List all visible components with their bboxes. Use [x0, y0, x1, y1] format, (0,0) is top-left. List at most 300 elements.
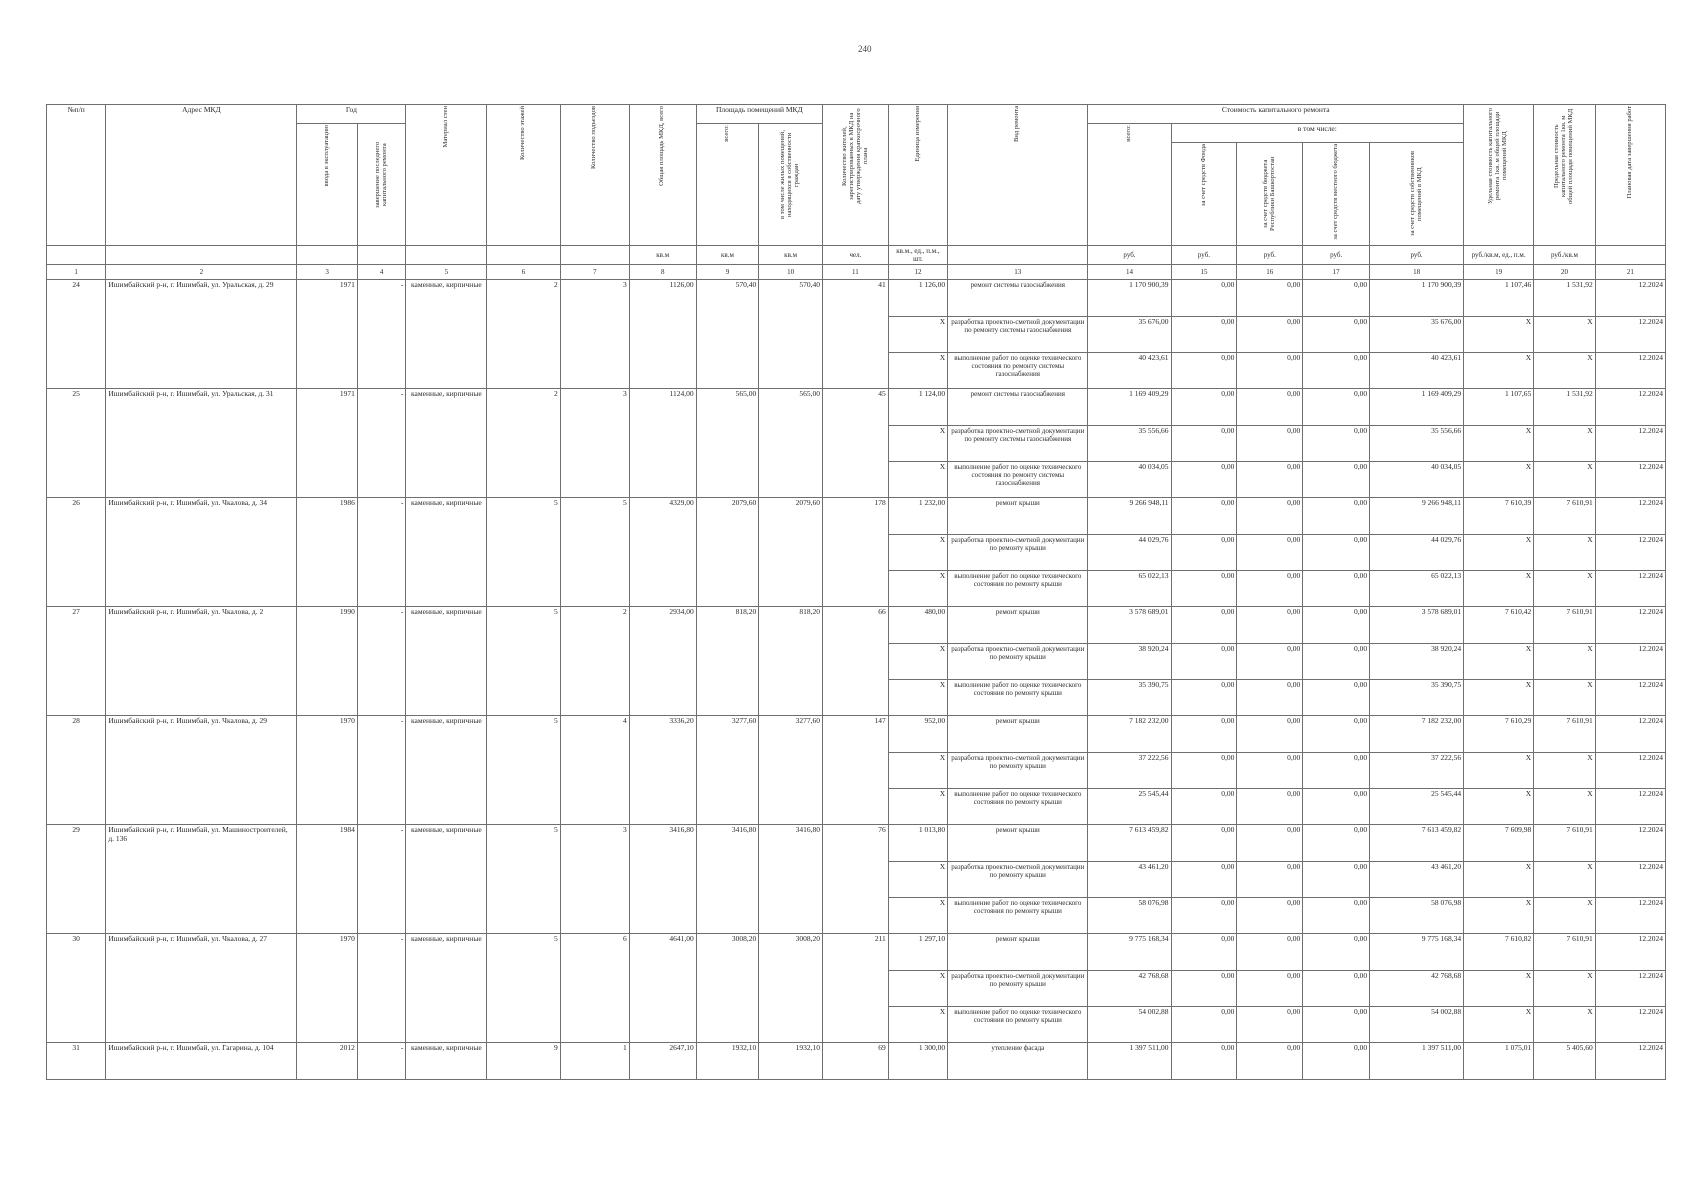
specific-cost-cell: X — [1464, 971, 1534, 1007]
last-repair-cell: - — [357, 825, 406, 934]
cost-republic-cell: 0,00 — [1237, 317, 1303, 353]
cost-local-cell: 0,00 — [1303, 934, 1370, 971]
column-number: 17 — [1303, 265, 1370, 280]
table-body — [47, 280, 1666, 1080]
work-type-cell: разработка проектно-сметной документации по ремонту системы газоснабжения — [948, 317, 1088, 353]
cost-republic-cell: 0,00 — [1237, 789, 1303, 825]
cost-owners-cell: 43 461,20 — [1370, 862, 1464, 898]
work-type-cell: ремонт крыши — [948, 498, 1088, 535]
work-type-cell: утепление фасада — [948, 1043, 1088, 1080]
quantity-cell: X — [888, 317, 947, 353]
last-repair-cell: - — [357, 716, 406, 825]
specific-cost-cell: X — [1464, 680, 1534, 716]
header-premises-group: Площадь помещений МКД — [696, 105, 822, 124]
work-type-cell: выполнение работ по оценке технического состояния по ремонту крыши — [948, 680, 1088, 716]
planned-date-cell: 12.2024 — [1595, 317, 1665, 353]
planned-date-cell: 12.2024 — [1595, 1043, 1665, 1080]
header-limit-cost: Предельная стоимость капитального ремонта 1кв. м общей площади помещений МКД — [1534, 105, 1596, 246]
header-cost-republic: за счет средств бюджета Республики Башкортостан — [1237, 143, 1303, 246]
quantity-cell: 1 300,00 — [888, 1043, 947, 1080]
quantity-cell: 1 126,00 — [888, 280, 947, 317]
cost-local-cell: 0,00 — [1303, 462, 1370, 498]
limit-cost-cell: 7 610,91 — [1534, 934, 1596, 971]
cost-owners-cell: 37 222,56 — [1370, 753, 1464, 789]
cost-total-cell: 40 034,05 — [1088, 462, 1171, 498]
work-type-cell: разработка проектно-сметной документации по ремонту крыши — [948, 971, 1088, 1007]
header-total-area: Общая площадь МКД, всего — [629, 105, 696, 246]
limit-cost-cell: X — [1534, 535, 1596, 571]
planned-date-cell: 12.2024 — [1595, 389, 1665, 426]
specific-cost-cell: X — [1464, 753, 1534, 789]
cost-local-cell: 0,00 — [1303, 898, 1370, 934]
column-number: 12 — [888, 265, 947, 280]
premises-total-cell: 570,40 — [696, 280, 759, 389]
cost-total-cell: 3 578 689,01 — [1088, 607, 1171, 644]
premises-total-cell: 3008,20 — [696, 934, 759, 1043]
cost-owners-cell: 35 556,66 — [1370, 426, 1464, 462]
cost-fund-cell: 0,00 — [1171, 898, 1237, 934]
header-unit-measure: Единица измерения — [888, 105, 947, 246]
cost-total-cell: 7 182 232,00 — [1088, 716, 1171, 753]
limit-cost-cell: 7 610,91 — [1534, 825, 1596, 862]
specific-cost-cell: X — [1464, 426, 1534, 462]
cost-fund-cell: 0,00 — [1171, 789, 1237, 825]
limit-cost-cell: X — [1534, 753, 1596, 789]
quantity-cell: X — [888, 862, 947, 898]
specific-cost-cell: X — [1464, 898, 1534, 934]
cost-owners-cell: 44 029,76 — [1370, 535, 1464, 571]
cost-fund-cell: 0,00 — [1171, 753, 1237, 789]
header-wall-material: Материал стен — [406, 105, 487, 246]
column-number: 7 — [560, 265, 629, 280]
cost-total-cell: 35 390,75 — [1088, 680, 1171, 716]
header-year-commission: ввода в эксплуатацию — [297, 124, 357, 246]
address-cell: Ишимбайский р-н, г. Ишимбай, ул. Чкалова, д. 29 — [106, 716, 297, 825]
cost-owners-cell: 58 076,98 — [1370, 898, 1464, 934]
specific-cost-cell: X — [1464, 353, 1534, 389]
limit-cost-cell: X — [1534, 898, 1596, 934]
last-repair-cell: - — [357, 1043, 406, 1080]
residents-cell: 69 — [822, 1043, 888, 1080]
column-number: 6 — [487, 265, 560, 280]
cost-owners-cell: 38 920,24 — [1370, 644, 1464, 680]
total-area-cell: 2647,10 — [629, 1043, 696, 1080]
cost-local-cell: 0,00 — [1303, 1043, 1370, 1080]
quantity-cell: 1 232,00 — [888, 498, 947, 535]
specific-cost-cell: X — [1464, 462, 1534, 498]
last-repair-cell: - — [357, 607, 406, 716]
cost-fund-cell: 0,00 — [1171, 571, 1237, 607]
specific-cost-cell: 7 610,82 — [1464, 934, 1534, 971]
table-row — [47, 934, 1666, 971]
table-row — [47, 389, 1666, 426]
column-number: 14 — [1088, 265, 1171, 280]
table-row — [47, 825, 1666, 862]
header-floors: Количество этажей — [487, 105, 560, 246]
cost-total-cell: 9 775 168,34 — [1088, 934, 1171, 971]
column-number: 20 — [1534, 265, 1596, 280]
limit-cost-cell: X — [1534, 353, 1596, 389]
cost-owners-cell: 40 034,05 — [1370, 462, 1464, 498]
quantity-cell: 480,00 — [888, 607, 947, 644]
header-cost-total: всего: — [1088, 124, 1171, 246]
limit-cost-cell: X — [1534, 426, 1596, 462]
header-incl: в том числе: — [1171, 124, 1464, 143]
cost-total-cell: 58 076,98 — [1088, 898, 1171, 934]
premises-residential-cell: 565,00 — [759, 389, 823, 498]
quantity-cell: X — [888, 571, 947, 607]
residents-cell: 66 — [822, 607, 888, 716]
page-number: 240 — [858, 44, 872, 54]
residents-cell: 76 — [822, 825, 888, 934]
address-cell: Ишимбайский р-н, г. Ишимбай, ул. Уральская, д. 31 — [106, 389, 297, 498]
wall-material-cell: каменные, кирпичные — [406, 498, 487, 607]
cost-owners-cell: 65 022,13 — [1370, 571, 1464, 607]
limit-cost-cell: X — [1534, 971, 1596, 1007]
limit-cost-cell: X — [1534, 317, 1596, 353]
work-type-cell: ремонт крыши — [948, 934, 1088, 971]
limit-cost-cell: X — [1534, 862, 1596, 898]
specific-cost-cell: 7 610,29 — [1464, 716, 1534, 753]
unit-premises-residential: кв.м — [759, 246, 823, 265]
row-number: 28 — [47, 716, 106, 825]
cost-owners-cell: 42 768,68 — [1370, 971, 1464, 1007]
cost-republic-cell: 0,00 — [1237, 716, 1303, 753]
column-number: 11 — [822, 265, 888, 280]
table-row — [47, 607, 1666, 644]
cost-total-cell: 43 461,20 — [1088, 862, 1171, 898]
cost-republic-cell: 0,00 — [1237, 898, 1303, 934]
last-repair-cell: - — [357, 934, 406, 1043]
cost-local-cell: 0,00 — [1303, 680, 1370, 716]
floors-cell: 5 — [487, 607, 560, 716]
limit-cost-cell: 7 610,91 — [1534, 607, 1596, 644]
cost-fund-cell: 0,00 — [1171, 825, 1237, 862]
premises-residential-cell: 3008,20 — [759, 934, 823, 1043]
premises-residential-cell: 818,20 — [759, 607, 823, 716]
row-number: 27 — [47, 607, 106, 716]
premises-total-cell: 3416,80 — [696, 825, 759, 934]
residents-cell: 211 — [822, 934, 888, 1043]
work-type-cell: разработка проектно-сметной документации по ремонту крыши — [948, 753, 1088, 789]
cost-republic-cell: 0,00 — [1237, 426, 1303, 462]
cost-republic-cell: 0,00 — [1237, 644, 1303, 680]
premises-residential-cell: 570,40 — [759, 280, 823, 389]
quantity-cell: X — [888, 680, 947, 716]
total-area-cell: 1126,00 — [629, 280, 696, 389]
limit-cost-cell: 1 531,92 — [1534, 280, 1596, 317]
planned-date-cell: 12.2024 — [1595, 280, 1665, 317]
quantity-cell: X — [888, 644, 947, 680]
planned-date-cell: 12.2024 — [1595, 607, 1665, 644]
cost-local-cell: 0,00 — [1303, 498, 1370, 535]
limit-cost-cell: X — [1534, 1007, 1596, 1043]
cost-owners-cell: 54 002,88 — [1370, 1007, 1464, 1043]
floors-cell: 5 — [487, 716, 560, 825]
cost-local-cell: 0,00 — [1303, 607, 1370, 644]
quantity-cell: X — [888, 353, 947, 389]
header-address: Адрес МКД — [106, 105, 297, 246]
work-type-cell: выполнение работ по оценке технического состояния по ремонту крыши — [948, 571, 1088, 607]
cost-local-cell: 0,00 — [1303, 716, 1370, 753]
work-type-cell: выполнение работ по оценке технического состояния по ремонту крыши — [948, 789, 1088, 825]
planned-date-cell: 12.2024 — [1595, 680, 1665, 716]
cost-total-cell: 1 170 900,39 — [1088, 280, 1171, 317]
planned-date-cell: 12.2024 — [1595, 498, 1665, 535]
premises-total-cell: 818,20 — [696, 607, 759, 716]
premises-residential-cell: 3416,80 — [759, 825, 823, 934]
column-number: 2 — [106, 265, 297, 280]
cost-total-cell: 25 545,44 — [1088, 789, 1171, 825]
cost-republic-cell: 0,00 — [1237, 753, 1303, 789]
cost-local-cell: 0,00 — [1303, 753, 1370, 789]
premises-residential-cell: 2079,60 — [759, 498, 823, 607]
cost-local-cell: 0,00 — [1303, 353, 1370, 389]
specific-cost-cell: X — [1464, 862, 1534, 898]
work-type-cell: разработка проектно-сметной документации по ремонту крыши — [948, 535, 1088, 571]
unit-residents: чел. — [822, 246, 888, 265]
cost-total-cell: 1 397 511,00 — [1088, 1043, 1171, 1080]
cost-republic-cell: 0,00 — [1237, 498, 1303, 535]
header-premises-residential: в том числе жилых помещений, находящихся в собственности граждан — [759, 124, 823, 246]
year-commission-cell: 1971 — [297, 280, 357, 389]
cost-fund-cell: 0,00 — [1171, 971, 1237, 1007]
limit-cost-cell: 7 610,91 — [1534, 498, 1596, 535]
planned-date-cell: 12.2024 — [1595, 862, 1665, 898]
cost-republic-cell: 0,00 — [1237, 389, 1303, 426]
planned-date-cell: 12.2024 — [1595, 462, 1665, 498]
address-cell: Ишимбайский р-н, г. Ишимбай, ул. Чкалова, д. 2 — [106, 607, 297, 716]
cost-local-cell: 0,00 — [1303, 535, 1370, 571]
specific-cost-cell: X — [1464, 644, 1534, 680]
cost-republic-cell: 0,00 — [1237, 1007, 1303, 1043]
limit-cost-cell: X — [1534, 462, 1596, 498]
last-repair-cell: - — [357, 498, 406, 607]
header-premises-total: всего: — [696, 124, 759, 246]
header-year-group: Год — [297, 105, 406, 124]
cost-fund-cell: 0,00 — [1171, 426, 1237, 462]
column-number: 16 — [1237, 265, 1303, 280]
work-type-cell: выполнение работ по оценке технического состояния по ремонту системы газоснабжения — [948, 462, 1088, 498]
address-cell: Ишимбайский р-н, г. Ишимбай, ул. Гагарина, д. 104 — [106, 1043, 297, 1080]
capital-repair-table — [46, 104, 1666, 1080]
planned-date-cell: 12.2024 — [1595, 1007, 1665, 1043]
column-number: 9 — [696, 265, 759, 280]
total-area-cell: 4641,00 — [629, 934, 696, 1043]
premises-total-cell: 1932,10 — [696, 1043, 759, 1080]
cost-fund-cell: 0,00 — [1171, 462, 1237, 498]
wall-material-cell: каменные, кирпичные — [406, 607, 487, 716]
quantity-cell: 1 013,80 — [888, 825, 947, 862]
planned-date-cell: 12.2024 — [1595, 716, 1665, 753]
address-cell: Ишимбайский р-н, г. Ишимбай, ул. Чкалова, д. 27 — [106, 934, 297, 1043]
total-area-cell: 1124,00 — [629, 389, 696, 498]
planned-date-cell: 12.2024 — [1595, 898, 1665, 934]
cost-total-cell: 65 022,13 — [1088, 571, 1171, 607]
residents-cell: 45 — [822, 389, 888, 498]
column-numbers-row — [47, 265, 1666, 280]
unit-measure: кв.м., ед., п.м., шт. — [888, 246, 947, 265]
limit-cost-cell: X — [1534, 680, 1596, 716]
wall-material-cell: каменные, кирпичные — [406, 934, 487, 1043]
entrances-cell: 3 — [560, 280, 629, 389]
entrances-cell: 1 — [560, 1043, 629, 1080]
header-year-last-repair: завершение последнего капитального ремонта — [357, 124, 406, 246]
cost-fund-cell: 0,00 — [1171, 680, 1237, 716]
cost-local-cell: 0,00 — [1303, 280, 1370, 317]
quantity-cell: X — [888, 971, 947, 1007]
cost-owners-cell: 25 545,44 — [1370, 789, 1464, 825]
specific-cost-cell: X — [1464, 789, 1534, 825]
wall-material-cell: каменные, кирпичные — [406, 389, 487, 498]
cost-local-cell: 0,00 — [1303, 789, 1370, 825]
cost-republic-cell: 0,00 — [1237, 680, 1303, 716]
year-commission-cell: 1986 — [297, 498, 357, 607]
cost-fund-cell: 0,00 — [1171, 317, 1237, 353]
limit-cost-cell: 7 610,91 — [1534, 716, 1596, 753]
premises-total-cell: 3277,60 — [696, 716, 759, 825]
cost-fund-cell: 0,00 — [1171, 353, 1237, 389]
premises-total-cell: 565,00 — [696, 389, 759, 498]
entrances-cell: 3 — [560, 825, 629, 934]
cost-total-cell: 9 266 948,11 — [1088, 498, 1171, 535]
cost-owners-cell: 1 397 511,00 — [1370, 1043, 1464, 1080]
cost-total-cell: 40 423,61 — [1088, 353, 1171, 389]
specific-cost-cell: 7 610,42 — [1464, 607, 1534, 644]
entrances-cell: 3 — [560, 389, 629, 498]
cost-republic-cell: 0,00 — [1237, 535, 1303, 571]
year-commission-cell: 1990 — [297, 607, 357, 716]
quantity-cell: 952,00 — [888, 716, 947, 753]
limit-cost-cell: 1 531,92 — [1534, 389, 1596, 426]
header-num: №п/п — [47, 105, 106, 246]
column-number: 19 — [1464, 265, 1534, 280]
cost-fund-cell: 0,00 — [1171, 535, 1237, 571]
work-type-cell: ремонт крыши — [948, 607, 1088, 644]
cost-local-cell: 0,00 — [1303, 971, 1370, 1007]
cost-republic-cell: 0,00 — [1237, 1043, 1303, 1080]
unit-total-area: кв.м — [629, 246, 696, 265]
cost-owners-cell: 9 775 168,34 — [1370, 934, 1464, 971]
work-type-cell: разработка проектно-сметной документации по ремонту крыши — [948, 862, 1088, 898]
quantity-cell: X — [888, 898, 947, 934]
cost-owners-cell: 7 182 232,00 — [1370, 716, 1464, 753]
cost-total-cell: 7 613 459,82 — [1088, 825, 1171, 862]
cost-republic-cell: 0,00 — [1237, 571, 1303, 607]
column-number: 10 — [759, 265, 823, 280]
address-cell: Ишимбайский р-н, г. Ишимбай, ул. Уральская, д. 29 — [106, 280, 297, 389]
floors-cell: 9 — [487, 1043, 560, 1080]
column-number: 3 — [297, 265, 357, 280]
work-type-cell: выполнение работ по оценке технического состояния по ремонту крыши — [948, 1007, 1088, 1043]
unit-cost-republic: руб. — [1237, 246, 1303, 265]
wall-material-cell: каменные, кирпичные — [406, 825, 487, 934]
header-cost-local: за счет средств местного бюджета — [1303, 143, 1370, 246]
entrances-cell: 4 — [560, 716, 629, 825]
year-commission-cell: 1970 — [297, 716, 357, 825]
table-row — [47, 1043, 1666, 1080]
cost-local-cell: 0,00 — [1303, 644, 1370, 680]
cost-fund-cell: 0,00 — [1171, 280, 1237, 317]
specific-cost-cell: X — [1464, 535, 1534, 571]
cost-owners-cell: 35 390,75 — [1370, 680, 1464, 716]
work-type-cell: ремонт крыши — [948, 825, 1088, 862]
floors-cell: 5 — [487, 934, 560, 1043]
header-entrances: Количество подъездов — [560, 105, 629, 246]
table-row — [47, 498, 1666, 535]
column-number: 4 — [357, 265, 406, 280]
cost-fund-cell: 0,00 — [1171, 1043, 1237, 1080]
table-row — [47, 280, 1666, 317]
specific-cost-cell: X — [1464, 571, 1534, 607]
unit-cost-fund: руб. — [1171, 246, 1237, 265]
cost-owners-cell: 1 169 409,29 — [1370, 389, 1464, 426]
cost-republic-cell: 0,00 — [1237, 862, 1303, 898]
quantity-cell: X — [888, 753, 947, 789]
header-cost-fund: за счет средств Фонда — [1171, 143, 1237, 246]
unit-cost-local: руб. — [1303, 246, 1370, 265]
header-cost-group: Стоимость капитального ремонта — [1088, 105, 1464, 124]
cost-republic-cell: 0,00 — [1237, 971, 1303, 1007]
limit-cost-cell: 5 405,60 — [1534, 1043, 1596, 1080]
header-specific-cost: Удельная стоимость капитального ремонта 1кв. м общей площади помещений МКД — [1464, 105, 1534, 246]
cost-total-cell: 37 222,56 — [1088, 753, 1171, 789]
address-cell: Ишимбайский р-н, г. Ишимбай, ул. Машиностроителей, д. 136 — [106, 825, 297, 934]
planned-date-cell: 12.2024 — [1595, 971, 1665, 1007]
cost-total-cell: 35 556,66 — [1088, 426, 1171, 462]
premises-residential-cell: 1932,10 — [759, 1043, 823, 1080]
cost-total-cell: 38 920,24 — [1088, 644, 1171, 680]
units-row — [47, 246, 1666, 265]
limit-cost-cell: X — [1534, 789, 1596, 825]
residents-cell: 41 — [822, 280, 888, 389]
cost-fund-cell: 0,00 — [1171, 644, 1237, 680]
row-number: 24 — [47, 280, 106, 389]
work-type-cell: выполнение работ по оценке технического состояния по ремонту системы газоснабжения — [948, 353, 1088, 389]
cost-fund-cell: 0,00 — [1171, 862, 1237, 898]
unit-cost-total: руб. — [1088, 246, 1171, 265]
row-number: 26 — [47, 498, 106, 607]
limit-cost-cell: X — [1534, 571, 1596, 607]
specific-cost-cell: 1 075,01 — [1464, 1043, 1534, 1080]
specific-cost-cell: 1 107,46 — [1464, 280, 1534, 317]
work-type-cell: выполнение работ по оценке технического состояния по ремонту крыши — [948, 898, 1088, 934]
unit-specific-cost: руб./кв.м, ед., п.м. — [1464, 246, 1534, 265]
planned-date-cell: 12.2024 — [1595, 644, 1665, 680]
entrances-cell: 6 — [560, 934, 629, 1043]
planned-date-cell: 12.2024 — [1595, 753, 1665, 789]
column-number: 1 — [47, 265, 106, 280]
planned-date-cell: 12.2024 — [1595, 571, 1665, 607]
cost-total-cell: 1 169 409,29 — [1088, 389, 1171, 426]
last-repair-cell: - — [357, 389, 406, 498]
column-number: 15 — [1171, 265, 1237, 280]
total-area-cell: 3336,20 — [629, 716, 696, 825]
cost-fund-cell: 0,00 — [1171, 1007, 1237, 1043]
year-commission-cell: 1984 — [297, 825, 357, 934]
table-row — [47, 716, 1666, 753]
quantity-cell: 1 297,10 — [888, 934, 947, 971]
header-residents: Количество жителей, зарегистрированных в МКД на дату утверждения краткосрочного плана — [822, 105, 888, 246]
unit-premises-total: кв.м — [696, 246, 759, 265]
row-number: 29 — [47, 825, 106, 934]
column-number: 5 — [406, 265, 487, 280]
unit-cost-owners: руб. — [1370, 246, 1464, 265]
quantity-cell: X — [888, 1007, 947, 1043]
cost-owners-cell: 9 266 948,11 — [1370, 498, 1464, 535]
limit-cost-cell: X — [1534, 644, 1596, 680]
cost-republic-cell: 0,00 — [1237, 280, 1303, 317]
